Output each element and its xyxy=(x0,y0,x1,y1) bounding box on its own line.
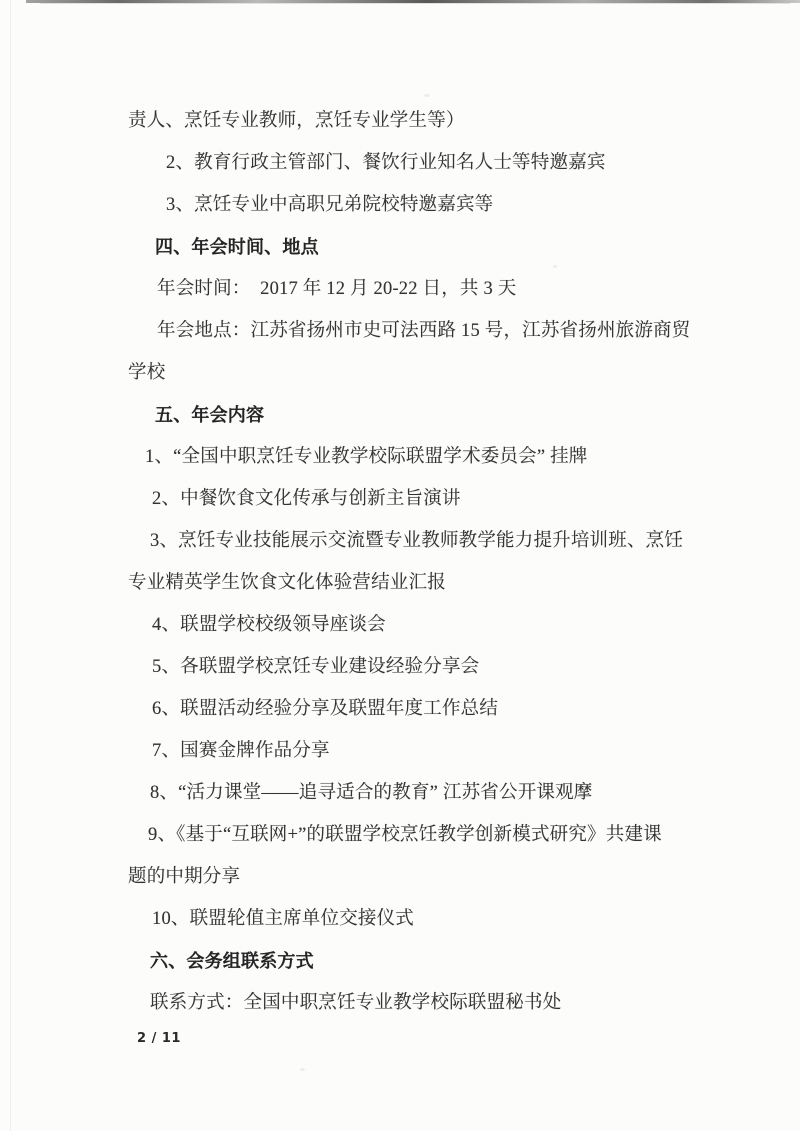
text-line: 5、各联盟学校烹饪专业建设经验分享会 xyxy=(152,657,480,677)
text-line: 学校 xyxy=(128,363,166,383)
text-line: 年会时间： 2017 年 12 月 20-22 日，共 3 天 xyxy=(157,279,517,299)
text-line: 9、《基于“互联网+”的联盟学校烹饪教学创新模式研究》共建课 xyxy=(148,825,662,845)
text-line: 6、联盟活动经验分享及联盟年度工作总结 xyxy=(152,699,499,719)
text-line: 年会地点：江苏省扬州市史可法西路 15 号，江苏省扬州旅游商贸 xyxy=(157,321,691,341)
text-line: 1、“全国中职烹饪专业教学校际联盟学术委员会” 挂牌 xyxy=(145,447,588,467)
text-line: 联系方式：全国中职烹饪专业教学校际联盟秘书处 xyxy=(150,993,562,1013)
section-heading-line: 四、年会时间、地点 xyxy=(155,237,319,257)
text-line: 3、烹饪专业技能展示交流暨专业教师教学能力提升培训班、烹饪 xyxy=(150,531,684,551)
text-line: 专业精英学生饮食文化体验营结业汇报 xyxy=(128,573,446,593)
scan-edge-artifact-top-2 xyxy=(40,3,790,4)
text-line: 7、国赛金牌作品分享 xyxy=(152,741,330,761)
scan-edge-artifact-left xyxy=(10,0,11,1131)
text-line: 10、联盟轮值主席单位交接仪式 xyxy=(152,909,415,929)
section-heading-line: 五、年会内容 xyxy=(155,405,265,425)
document-text-block xyxy=(128,100,768,1024)
page-number: 2 / 11 xyxy=(137,1031,181,1046)
text-line: 题的中期分享 xyxy=(128,867,241,887)
scan-smudge xyxy=(300,1068,305,1071)
section-heading-line: 六、会务组联系方式 xyxy=(150,951,314,971)
text-line: 2、教育行政主管部门、餐饮行业知名人士等特邀嘉宾 xyxy=(166,153,606,173)
scan-smudge xyxy=(424,94,430,97)
text-line: 责人、烹饪专业教师，烹饪专业学生等） xyxy=(128,111,465,131)
text-line: 2、中餐饮食文化传承与创新主旨演讲 xyxy=(152,489,461,509)
text-line: 3、烹饪专业中高职兄弟院校特邀嘉宾等 xyxy=(166,195,494,215)
text-line: 4、联盟学校校级领导座谈会 xyxy=(152,615,386,635)
text-line: 8、“活力课堂——追寻适合的教育” 江苏省公开课观摩 xyxy=(150,783,593,803)
